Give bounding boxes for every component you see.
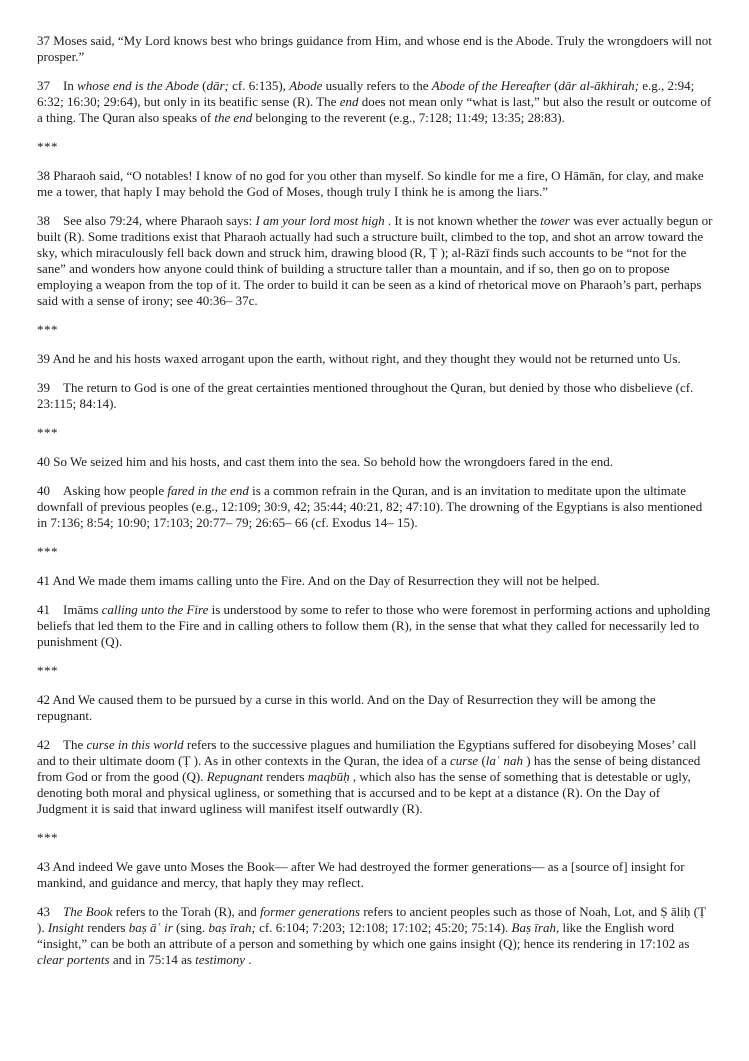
text-run: usually refers to the bbox=[322, 78, 432, 93]
section-separator-6: *** bbox=[37, 830, 58, 845]
text-run: 43 And indeed We gave unto Moses the Book— after We had destroyed the former generations— as a [source of] insight for mankind, and guidance and mercy, that haply they may reflect. bbox=[37, 859, 685, 890]
text-run: refers to ancient peoples such as those of Noah, Lot, and Ṣ āliḥ (Ṭ ). bbox=[37, 904, 706, 935]
verse-paragraph-39 bbox=[37, 351, 713, 367]
italic-text-run: end bbox=[339, 94, 359, 109]
section-separator-4: *** bbox=[37, 544, 58, 559]
commentary-paragraph-38-number: 38 bbox=[37, 213, 50, 228]
section-separator-1: *** bbox=[37, 139, 58, 154]
text-run: . It is not known whether the bbox=[384, 213, 541, 228]
text-run: refers to the Torah (R), and bbox=[112, 904, 261, 919]
italic-text-run: dār al-ākhirah; bbox=[558, 78, 639, 93]
italic-text-run: baṣ āʾ ir bbox=[128, 920, 173, 935]
italic-text-run: baṣ īrah; bbox=[208, 920, 256, 935]
verse-paragraph-37 bbox=[37, 33, 713, 65]
text-run: ( bbox=[478, 753, 486, 768]
text-run: e.g., 2:94; 6:32; 16:30; 29:64), but only in its beatific sense (R). The bbox=[37, 78, 695, 109]
text-run: belonging to the reverent (e.g., 7:128; 11:49; 13:35; 28:83). bbox=[252, 110, 565, 125]
commentary-paragraph-37-number: 37 bbox=[37, 78, 50, 93]
italic-text-run: laʿ nah bbox=[485, 753, 523, 768]
commentary-paragraph-39 bbox=[37, 380, 713, 412]
italic-text-run: curse in this world bbox=[86, 737, 184, 752]
section-separator-3: *** bbox=[37, 425, 58, 440]
commentary-paragraph-41 bbox=[37, 602, 713, 650]
italic-text-run: dār; bbox=[206, 78, 229, 93]
commentary-paragraph-43-number: 43 bbox=[37, 904, 50, 919]
italic-text-run: I am your lord most high bbox=[255, 213, 385, 228]
italic-text-run: whose end is the Abode bbox=[77, 78, 199, 93]
verse-paragraph-43 bbox=[37, 859, 713, 891]
italic-text-run: Insight bbox=[47, 920, 84, 935]
verse-paragraph-38 bbox=[37, 168, 713, 200]
text-run: like the English word “insight,” can be both an attribute of a person and something by which one gains insight (Q); hence its rendering in 17:102 as bbox=[37, 920, 690, 951]
text-run: is understood by some to refer to those who were foremost in performing actions and upholding beliefs that led them to the Fire and in calling others to follow them (R), in the sense that what they called for necessarily led to punishment (Q). bbox=[37, 602, 711, 649]
text-run: (sing. bbox=[172, 920, 209, 935]
text-run: renders bbox=[83, 920, 129, 935]
text-run: In bbox=[63, 78, 78, 93]
text-run: is a common refrain in the Quran, and is an invitation to meditate upon the ultimate downfall of previous peoples (e.g., 12:109; 30:9, 42; 35:44; 40:21, 82; 47:10). The drowning of the Egyptians is also mentioned in 7:136; 8:54; 10:90; 17:103; 20:77– 79; 26:65– 66 (cf. Exodus 14– 15). bbox=[37, 483, 703, 530]
commentary-paragraph-37 bbox=[37, 78, 713, 126]
italic-text-run: Abode bbox=[289, 78, 323, 93]
italic-text-run: former generations bbox=[260, 904, 361, 919]
section-separator-5: *** bbox=[37, 663, 58, 678]
italic-text-run: fared in the end bbox=[167, 483, 249, 498]
commentary-paragraph-39-number: 39 bbox=[37, 380, 50, 395]
text-run: cf. 6:135), bbox=[228, 78, 290, 93]
text-run: 37 Moses said, “My Lord knows best who brings guidance from Him, and whose end is the Abode. Truly the wrongdoers will not prosper.” bbox=[37, 33, 712, 64]
commentary-paragraph-40-number: 40 bbox=[37, 483, 50, 498]
text-run: 42 And We caused them to be pursued by a curse in this world. And on the Day of Resurrection they will be among the repugnant. bbox=[37, 692, 656, 723]
text-run: 40 So We seized him and his hosts, and cast them into the sea. So behold how the wrongdoers fared in the end. bbox=[37, 454, 614, 469]
text-run: 38 Pharaoh said, “O notables! I know of no god for you other than myself. So kindle for me a fire, O Hāmān, for clay, and make me a tower, that haply I may behold the God of Moses, though truly I think he is among the liars.” bbox=[37, 168, 704, 199]
italic-text-run: maqbūḥ bbox=[307, 769, 350, 784]
text-run: does not mean only “what is last,” but also the result or outcome of a thing. The Quran also speaks of bbox=[37, 94, 712, 125]
text-run: ( bbox=[550, 78, 559, 93]
italic-text-run: Abode of the Hereafter bbox=[431, 78, 551, 93]
verse-paragraph-42 bbox=[37, 692, 713, 724]
text-run: refers to the successive plagues and humiliation the Egyptians suffered for disobeying Moses’ call and to their ultimate doom (Ṭ ). As in other contexts in the Quran, the idea of a bbox=[37, 737, 697, 768]
italic-text-run: clear portents bbox=[37, 952, 110, 967]
text-run: and in 75:14 as bbox=[109, 952, 196, 967]
text-run: cf. 6:104; 7:203; 12:108; 17:102; 45:20; 75:14). bbox=[255, 920, 512, 935]
section-separator-2: *** bbox=[37, 322, 58, 337]
text-run: The bbox=[63, 737, 87, 752]
italic-text-run: tower bbox=[540, 213, 570, 228]
document-body bbox=[37, 33, 713, 968]
text-run: renders bbox=[263, 769, 308, 784]
commentary-paragraph-42 bbox=[37, 737, 713, 817]
text-run: was ever actually begun or built (R). Some traditions exist that Pharaoh actually had such a structure built, climbed to the top, and shot an arrow toward the sky, which miraculously fell back down and struck him, drawing blood (R, Ṭ ); al-Rāzī finds such accounts to be “not for the sane” and wonders how anyone could think of building a structure taller than a mountain, and if so, then go on to propose employing a weapon from the top of it. The order to build it can be seen as a kind of rhetorical move on Pharaoh’s part, perhaps said with a sense of irony; see 40:36– 37c. bbox=[37, 213, 713, 308]
text-run: , which also has the sense of something that is detestable or ugly, denoting both moral and physical ugliness, or something that is accursed and to be kept at a distance (R). On the Day of Judgment it is said that inward ugliness will manifest itself outwardly (R). bbox=[37, 769, 691, 816]
text-run: 39 And he and his hosts waxed arrogant upon the earth, without right, and they thought they would not be returned unto Us. bbox=[37, 351, 681, 366]
commentary-paragraph-42-number: 42 bbox=[37, 737, 50, 752]
text-run: 41 And We made them imams calling unto the Fire. And on the Day of Resurrection they will not be helped. bbox=[37, 573, 600, 588]
commentary-paragraph-40 bbox=[37, 483, 713, 531]
italic-text-run: testimony bbox=[195, 952, 245, 967]
text-run: ( bbox=[198, 78, 207, 93]
text-run: . bbox=[244, 952, 252, 967]
text-run: Imāms bbox=[63, 602, 102, 617]
italic-text-run: the end bbox=[214, 110, 253, 125]
italic-text-run: The Book bbox=[63, 904, 113, 919]
italic-text-run: calling unto the Fire bbox=[101, 602, 209, 617]
text-run: See also 79:24, where Pharaoh says: bbox=[63, 213, 256, 228]
italic-text-run: Repugnant bbox=[206, 769, 264, 784]
commentary-paragraph-43 bbox=[37, 904, 713, 968]
verse-paragraph-40 bbox=[37, 454, 713, 470]
italic-text-run: curse bbox=[450, 753, 479, 768]
italic-text-run: Baṣ īrah, bbox=[511, 920, 560, 935]
text-run: Asking how people bbox=[63, 483, 168, 498]
text-run: ) has the sense of being distanced from God or from the good (Q). bbox=[37, 753, 701, 784]
text-run: The return to God is one of the great certainties mentioned throughout the Quran, but denied by those who disbelieve (cf. 23:115; 84:14). bbox=[37, 380, 694, 411]
commentary-paragraph-38 bbox=[37, 213, 713, 309]
verse-paragraph-41 bbox=[37, 573, 713, 589]
commentary-paragraph-41-number: 41 bbox=[37, 602, 50, 617]
